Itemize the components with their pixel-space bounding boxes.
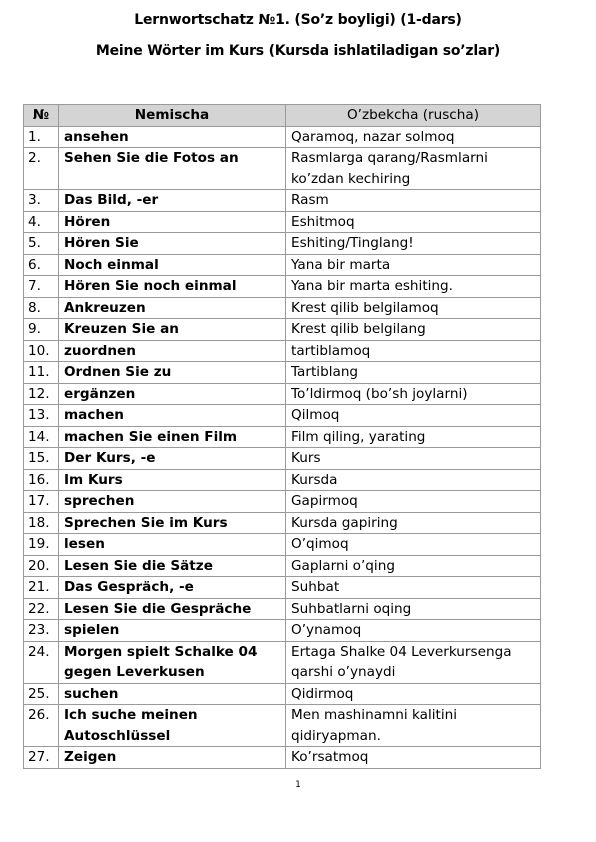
german-term: ergänzen (59, 383, 286, 405)
uzbek-translation: Gapirmoq (286, 491, 541, 513)
table-row (24, 276, 541, 298)
german-term: Hören Sie (59, 233, 286, 255)
german-term: Hören (59, 211, 286, 233)
row-number: 5. (24, 233, 59, 255)
uzbek-translation: Rasmlarga qarang/Rasmlarni ko’zdan kechiring (286, 148, 541, 190)
german-term: Ankreuzen (59, 297, 286, 319)
german-term: Morgen spielt Schalke 04 gegen Leverkusen (59, 641, 286, 683)
table-row (24, 383, 541, 405)
row-number: 15. (24, 448, 59, 470)
uzbek-translation: Krest qilib belgilamoq (286, 297, 541, 319)
uzbek-translation: Krest qilib belgilang (286, 319, 541, 341)
row-number: 4. (24, 211, 59, 233)
german-term: ansehen (59, 126, 286, 148)
table-row (24, 683, 541, 705)
row-number: 8. (24, 297, 59, 319)
uzbek-translation: Yana bir marta (286, 254, 541, 276)
row-number: 3. (24, 190, 59, 212)
row-number: 27. (24, 747, 59, 769)
table-row (24, 190, 541, 212)
table-row (24, 362, 541, 384)
german-term: Sprechen Sie im Kurs (59, 512, 286, 534)
german-term: Sehen Sie die Fotos an (59, 148, 286, 190)
table-row (24, 426, 541, 448)
german-term: Lesen Sie die Gespräche (59, 598, 286, 620)
row-number: 20. (24, 555, 59, 577)
german-term: sprechen (59, 491, 286, 513)
header-uzbek: O’zbekcha (ruscha) (286, 105, 541, 127)
german-term: spielen (59, 620, 286, 642)
german-term: Das Bild, -er (59, 190, 286, 212)
row-number: 14. (24, 426, 59, 448)
german-term: Zeigen (59, 747, 286, 769)
uzbek-translation: Tartiblang (286, 362, 541, 384)
header-german: Nemischa (59, 105, 286, 127)
uzbek-translation: Suhbat (286, 577, 541, 599)
german-term: Der Kurs, -e (59, 448, 286, 470)
german-term: Das Gespräch, -e (59, 577, 286, 599)
german-term: suchen (59, 683, 286, 705)
row-number: 2. (24, 148, 59, 190)
table-row (24, 491, 541, 513)
row-number: 18. (24, 512, 59, 534)
german-term: Ordnen Sie zu (59, 362, 286, 384)
table-row (24, 448, 541, 470)
table-row (24, 469, 541, 491)
row-number: 11. (24, 362, 59, 384)
table-row (24, 512, 541, 534)
uzbek-translation: Qilmoq (286, 405, 541, 427)
uzbek-translation: Kurs (286, 448, 541, 470)
german-term: Hören Sie noch einmal (59, 276, 286, 298)
german-term: machen Sie einen Film (59, 426, 286, 448)
uzbek-translation: Gaplarni o’qing (286, 555, 541, 577)
uzbek-translation: Kursda (286, 469, 541, 491)
document-title: Lernwortschatz №1. (So’z boyligi) (1-dars) (134, 12, 462, 28)
table-row (24, 126, 541, 148)
document-subtitle: Meine Wörter im Kurs (Kursda ishlatiladigan so’zlar) (95, 43, 501, 59)
table-row (24, 211, 541, 233)
uzbek-translation: Men mashinamni kalitini qidiryapman. (286, 705, 541, 747)
row-number: 9. (24, 319, 59, 341)
table-row (24, 555, 541, 577)
table-row (24, 620, 541, 642)
table-row (24, 319, 541, 341)
table-row (24, 534, 541, 556)
table-row (24, 577, 541, 599)
uzbek-translation: Eshitmoq (286, 211, 541, 233)
uzbek-translation: tartiblamoq (286, 340, 541, 362)
table-header-row (24, 105, 541, 127)
vocabulary-table (23, 104, 541, 769)
german-term: Im Kurs (59, 469, 286, 491)
row-number: 16. (24, 469, 59, 491)
uzbek-translation: Film qiling, yarating (286, 426, 541, 448)
table-row (24, 747, 541, 769)
table-row (24, 340, 541, 362)
row-number: 12. (24, 383, 59, 405)
table-row (24, 598, 541, 620)
row-number: 6. (24, 254, 59, 276)
row-number: 24. (24, 641, 59, 683)
german-term: Ich suche meinen Autoschlüssel (59, 705, 286, 747)
header-number: № (24, 105, 59, 127)
uzbek-translation: Eshiting/Tinglang! (286, 233, 541, 255)
german-term: Kreuzen Sie an (59, 319, 286, 341)
uzbek-translation: Ertaga Shalke 04 Leverkursenga qarshi o’ynaydi (286, 641, 541, 683)
uzbek-translation: Yana bir marta eshiting. (286, 276, 541, 298)
page-number: 1 (295, 780, 301, 790)
uzbek-translation: Suhbatlarni oqing (286, 598, 541, 620)
uzbek-translation: O’qimoq (286, 534, 541, 556)
row-number: 25. (24, 683, 59, 705)
german-term: Lesen Sie die Sätze (59, 555, 286, 577)
table-row (24, 641, 541, 683)
uzbek-translation: O’ynamoq (286, 620, 541, 642)
table-row (24, 405, 541, 427)
german-term: zuordnen (59, 340, 286, 362)
uzbek-translation: Rasm (286, 190, 541, 212)
german-term: Noch einmal (59, 254, 286, 276)
row-number: 26. (24, 705, 59, 747)
uzbek-translation: Kursda gapiring (286, 512, 541, 534)
german-term: machen (59, 405, 286, 427)
row-number: 10. (24, 340, 59, 362)
uzbek-translation: Qaramoq, nazar solmoq (286, 126, 541, 148)
row-number: 13. (24, 405, 59, 427)
row-number: 17. (24, 491, 59, 513)
table-row (24, 297, 541, 319)
german-term: lesen (59, 534, 286, 556)
uzbek-translation: To’ldirmoq (bo’sh joylarni) (286, 383, 541, 405)
row-number: 23. (24, 620, 59, 642)
table-row (24, 254, 541, 276)
row-number: 22. (24, 598, 59, 620)
table-row (24, 705, 541, 747)
row-number: 21. (24, 577, 59, 599)
table-row (24, 148, 541, 190)
uzbek-translation: Qidirmoq (286, 683, 541, 705)
table-row (24, 233, 541, 255)
uzbek-translation: Ko’rsatmoq (286, 747, 541, 769)
row-number: 7. (24, 276, 59, 298)
row-number: 19. (24, 534, 59, 556)
row-number: 1. (24, 126, 59, 148)
